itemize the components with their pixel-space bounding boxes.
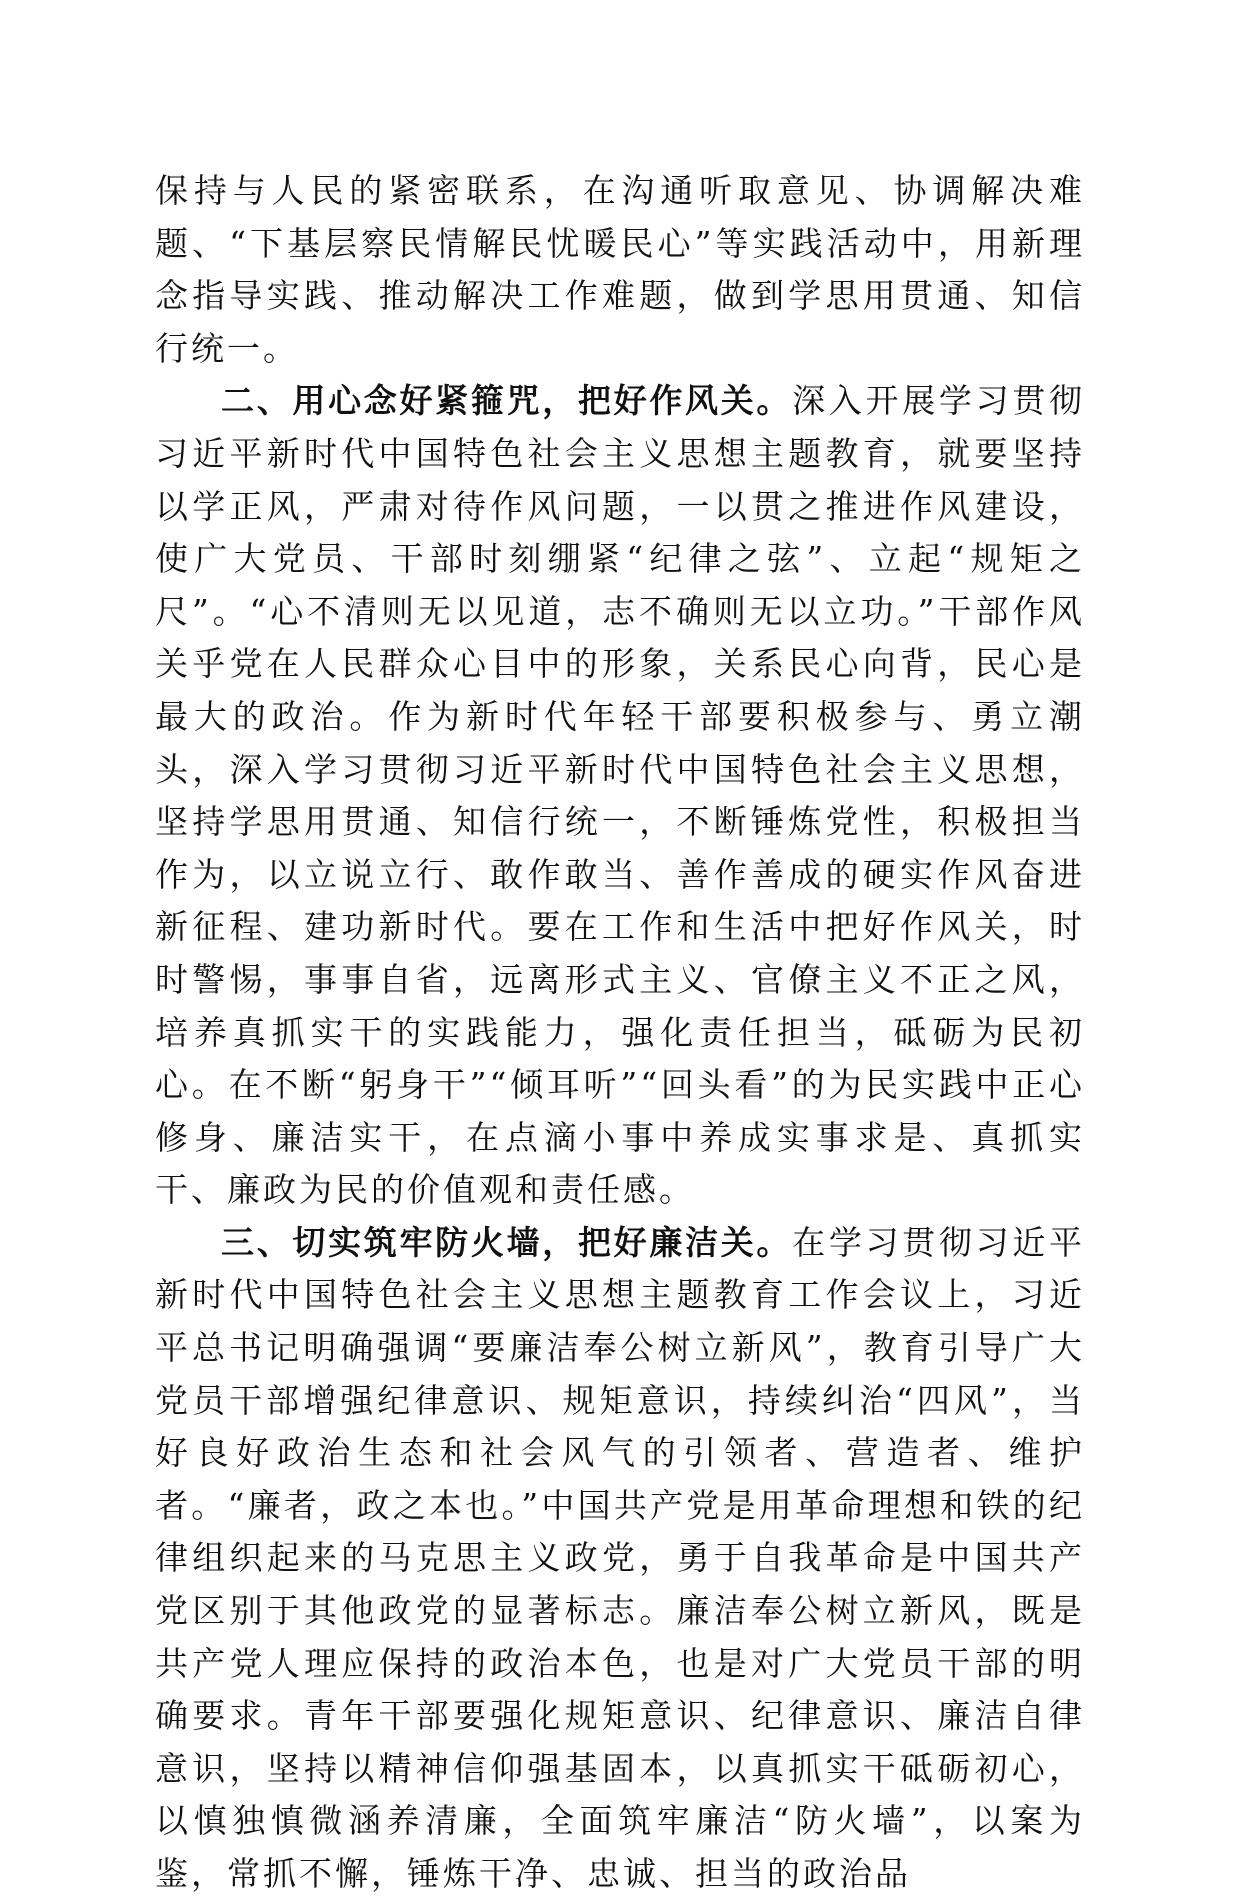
paragraph-section-three	[155, 1217, 1085, 1901]
paragraph-body: 保持与人民的紧密联系，在沟通听取意见、协调解决难题、“下基层察民情解民忧暖民心”等实践活动中，用新理念指导实践、推动解决工作难题，做到学思用贯通、知信行统一。	[155, 171, 1085, 368]
paragraph-section-two	[155, 375, 1085, 1217]
paragraph-continuation	[155, 165, 1085, 375]
section-heading: 二、用心念好紧箍咒，把好作风关。	[221, 381, 793, 421]
document-page	[155, 165, 1085, 1901]
section-heading: 三、切实筑牢防火墙，把好廉洁关。	[221, 1222, 793, 1262]
paragraph-body: 在学习贯彻习近平新时代中国特色社会主义思想主题教育工作会议上，习近平总书记明确强调“要廉洁奉公树立新风”，教育引导广大党员干部增强纪律意识、规矩意识，持续纠治“四风”，当好良好政治生态和社会风气的引领者、营造者、维护者。“廉者，政之本也。”中国共产党是用革命理想和铁的纪律组织起来的马克思主义政党，勇于自我革命是中国共产党区别于其他政党的显著标志。廉洁奉公树立新风，既是共产党人理应保持的政治本色，也是对广大党员干部的明确要求。青年干部要强化规矩意识、纪律意识、廉洁自律意识，坚持以精神信仰强基固本，以真抓实干砥砺初心，以慎独慎微涵养清廉，全面筑牢廉洁“防火墙”，以案为鉴，常抓不懈，锤炼干净、忠诚、担当的政治品	[155, 1222, 1086, 1893]
paragraph-body: 深入开展学习贯彻习近平新时代中国特色社会主义思想主题教育，就要坚持以学正风，严肃对待作风问题，一以贯之推进作风建设，使广大党员、干部时刻绷紧“纪律之弦”、立起“规矩之尺”。“心不清则无以见道，志不确则无以立功。”干部作风关乎党在人民群众心目中的形象，关系民心向背，民心是最大的政治。作为新时代年轻干部要积极参与、勇立潮头，深入学习贯彻习近平新时代中国特色社会主义思想，坚持学思用贯通、知信行统一，不断锤炼党性，积极担当作为，以立说立行、敢作敢当、善作善成的硬实作风奋进新征程、建功新时代。要在工作和生活中把好作风关，时时警惕，事事自省，远离形式主义、官僚主义不正之风，培养真抓实干的实践能力，强化责任担当，砥砺为民初心。在不断“躬身干”“倾耳听”“回头看”的为民实践中正心修身、廉洁实干，在点滴小事中养成实事求是、真抓实干、廉政为民的价值观和责任感。	[155, 381, 1086, 1210]
